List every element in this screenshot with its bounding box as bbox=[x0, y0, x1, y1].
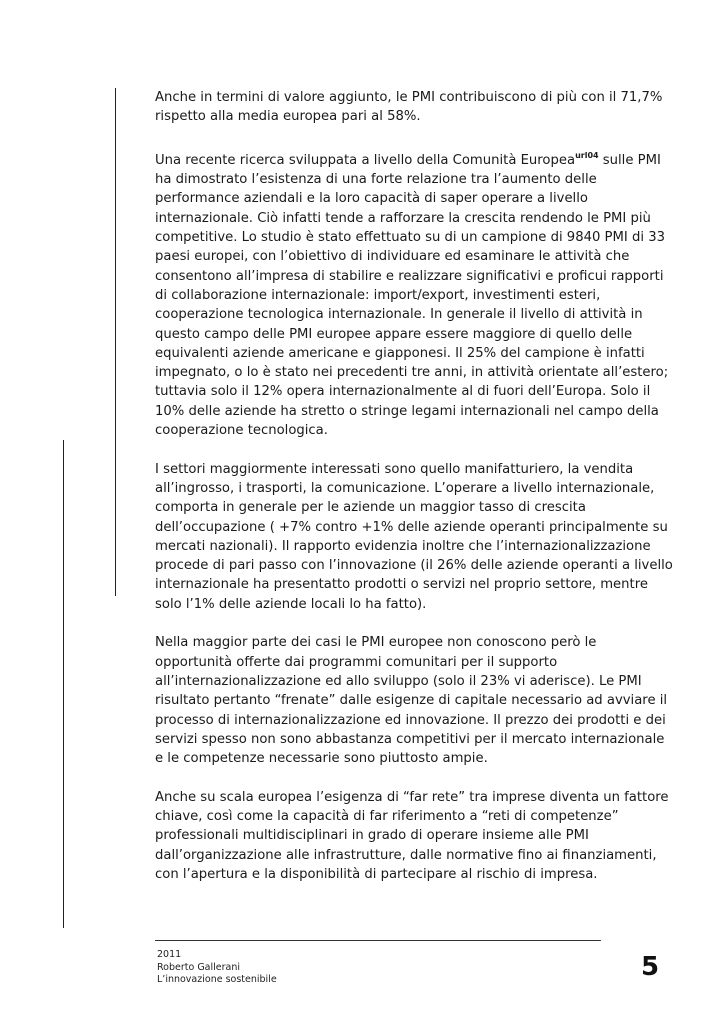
footer-rule bbox=[155, 940, 601, 941]
footer-author: Roberto Gallerani bbox=[157, 961, 241, 973]
paragraph-2-text-start: Una recente ricerca sviluppata a livello della Comunità Europea bbox=[155, 152, 576, 168]
paragraph-2-text-end: sulle PMI ha dimostrato l’esistenza di una forte relazione tra l’aumento delle performance aziendali e la loro capacità di saper operare a livello internazionale. Ciò infatti tende a rafforzare la crescita rendendo le PMI più competitive. Lo studio è stato effettuato su di un campione di 9840 PMI di 33 paesi europei, con l’obiettivo di individuare ed esaminare le attività che consentono all’impresa di stabilire e realizzare significativi e proficui rapporti di collaborazione internazionale: import/export, investimenti esteri, cooperazione tecnologica internazionale. In generale il livello di attività in questo campo delle PMI europee appare essere maggiore di quello delle equivalenti aziende americane e giapponesi. Il 25% del campione è infatti impegnato, o lo è stato nei precedenti tre anni, in attività orientate all’estero; tuttavia solo il 12% opera internazionalmente al di fuori dell’Europa. Solo il 10% delle aziende ha stretto o stringe legami internazionali nel campo della cooperazione tecnologica. bbox=[155, 152, 669, 439]
paragraph-4: Nella maggior parte dei casi le PMI europee non conoscono però le opportunità offerte dai programmi comunitari per il supporto all’internazionalizzazione ed allo sviluppo (solo il 23% vi aderisce). Le PMI risultato pertanto “frenate” dalle esigenze di capitale necessario ad avviare il processo di internazionalizzazione ed innovazione. Il prezzo dei prodotti e dei servizi spesso non sono abbastanza competitivi per il mercato internazionale e le competenze necessarie sono piuttosto ampie. bbox=[155, 635, 668, 767]
margin-rule-lower bbox=[63, 440, 64, 928]
paragraph-5: Anche su scala europea l’esigenza di “far rete” tra imprese diventa un fattore chiave, così come la capacità di far riferimento a “reti di competenze” professionali multidisciplinari in grado di operare insieme alle PMI dall’organizzazione alle infrastrutture, dalle normative fino ai finanziamenti, con l’apertura e la disponibilità di partecipare al rischio di impresa. bbox=[155, 789, 669, 882]
footer-title: L’innovazione sostenibile bbox=[157, 974, 277, 985]
footer-year: 2011 bbox=[157, 949, 182, 960]
document-body bbox=[155, 88, 675, 903]
paragraph-3: I settori maggiormente interessati sono quello manifatturiero, la vendita all’ingrosso, i trasporti, la comunicazione. L’operare a livello internazionale, comporta in generale per le aziende un maggior tasso di crescita dell’occupazione ( +7% contro +1% delle aziende operanti principalmente su mercati nazionali). Il rapporto evidenzia inoltre che l’internazionalizzazione procede di pari passo con l’innovazione (il 26% delle aziende operanti a livello internazionale ha presentatto prodotti o servizi nel proprio settore, mentre solo l’1% delle aziende locali lo ha fatto). bbox=[155, 461, 673, 612]
paragraph-1: Anche in termini di valore aggiunto, le PMI contribuiscono di più con il 71,7% rispetto alla media europea pari al 58%. bbox=[155, 90, 663, 125]
footer bbox=[157, 949, 277, 987]
footnote-reference: url04 bbox=[575, 150, 599, 160]
margin-rule-upper bbox=[115, 88, 116, 596]
paragraph-2 bbox=[155, 146, 675, 440]
page-number: 5 bbox=[641, 952, 660, 982]
